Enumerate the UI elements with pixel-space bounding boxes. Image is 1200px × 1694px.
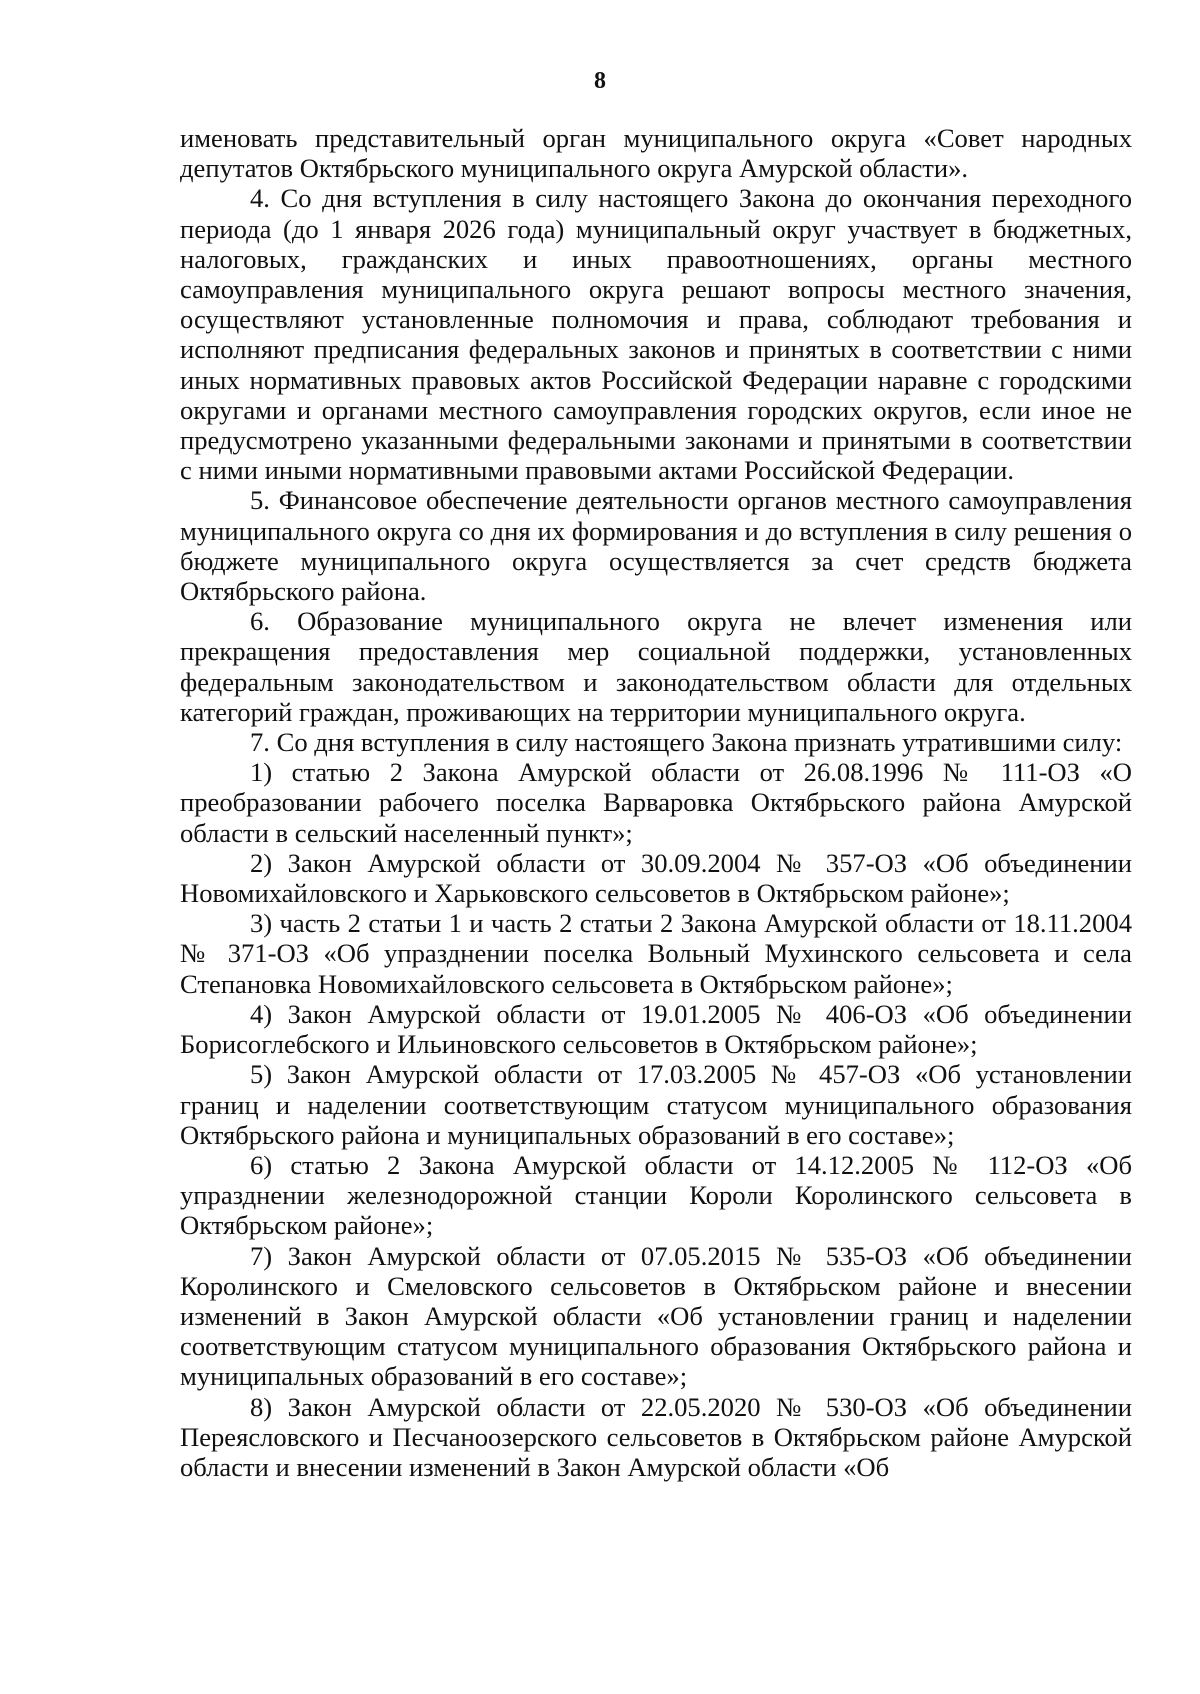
subitem-8: 8) Закон Амурской области от 22.05.2020 № 530-ОЗ «Об объединении Переясловского и Песчаноозерского сельсоветов в Октябрьском районе Амурской области и внесении изменений в Закон Амурской области «Об — [180, 1391, 1132, 1482]
paragraph-item-6: 6. Образование муниципального округа не влечет изменения или прекращения предоставления мер социальной поддержки, установленных федеральным законодательством и законодательством области для отдельных категорий граждан, проживающих на территории муниципального округа. — [180, 606, 1132, 727]
subitem-1: 1) статью 2 Закона Амурской области от 26.08.1996 № 111-ОЗ «О преобразовании рабочего поселка Варваровка Октябрьского района Амурской области в сельский населенный пункт»; — [180, 757, 1132, 848]
subitem-4: 4) Закон Амурской области от 19.01.2005 № 406-ОЗ «Об объединении Борисоглебского и Ильиновского сельсоветов в Октябрьском районе»; — [180, 998, 1132, 1060]
paragraph-item-4: 4. Со дня вступления в силу настоящего Закона до окончания переходного периода (до 1 января 2026 года) муниципальный округ участвует в бюджетных, налоговых, гражданских и иных правоотношениях, органы местного самоуправления муниципального округа решают вопросы местного значения, осуществляют установленные полномочия и права, соблюдают требования и исполняют предписания федеральных законов и принятых в соответствии с ними иных нормативных правовых актов Российской Федерации наравне с городскими округами и органами местного самоуправления городских округов, если иное не предусмотрено указанными федеральными законами и принятыми в соответствии с ними иными нормативными правовыми актами Российской Федерации. — [180, 183, 1132, 486]
subitem-7: 7) Закон Амурской области от 07.05.2015 № 535-ОЗ «Об объединении Королинского и Смеловского сельсоветов в Октябрьском районе и внесении изменений в Закон Амурской области «Об установлении границ и наделении соответствующим статусом муниципального образования Октябрьского района и муниципальных образований в его составе»; — [180, 1240, 1132, 1392]
paragraph-continuation: именовать представительный орган муниципального округа «Совет народных депутатов Октябрьского муниципального округа Амурской области». — [180, 123, 1132, 184]
subitem-5: 5) Закон Амурской области от 17.03.2005 № 457-ОЗ «Об установлении границ и наделении соответствующим статусом муниципального образования Октябрьского района и муниципальных образований в его составе»; — [180, 1059, 1132, 1150]
document-body — [180, 123, 1132, 1482]
paragraph-item-5: 5. Финансовое обеспечение деятельности органов местного самоуправления муниципального округа со дня их формирования и до вступления в силу решения о бюджете муниципального округа осуществляется за счет средств бюджета Октябрьского района. — [180, 485, 1132, 607]
paragraph-item-7: 7. Со дня вступления в силу настоящего Закона признать утратившими силу: — [250, 727, 1123, 758]
page-number: 8 — [594, 68, 606, 94]
subitem-6: 6) статью 2 Закона Амурской области от 14.12.2005 № 112-ОЗ «Об упразднении железнодорожной станции Короли Королинского сельсовета в Октябрьском районе»; — [180, 1149, 1132, 1241]
subitem-2: 2) Закон Амурской области от 30.09.2004 № 357-ОЗ «Об объединении Новомихайловского и Харьковского сельсоветов в Октябрьском районе»; — [180, 847, 1132, 909]
subitem-3: 3) часть 2 статьи 1 и часть 2 статьи 2 Закона Амурской области от 18.11.2004 № 371-ОЗ «Об упразднении поселка Вольный Мухинского сельсовета и села Степановка Новомихайловского сельсовета в Октябрьском районе»; — [180, 908, 1132, 999]
